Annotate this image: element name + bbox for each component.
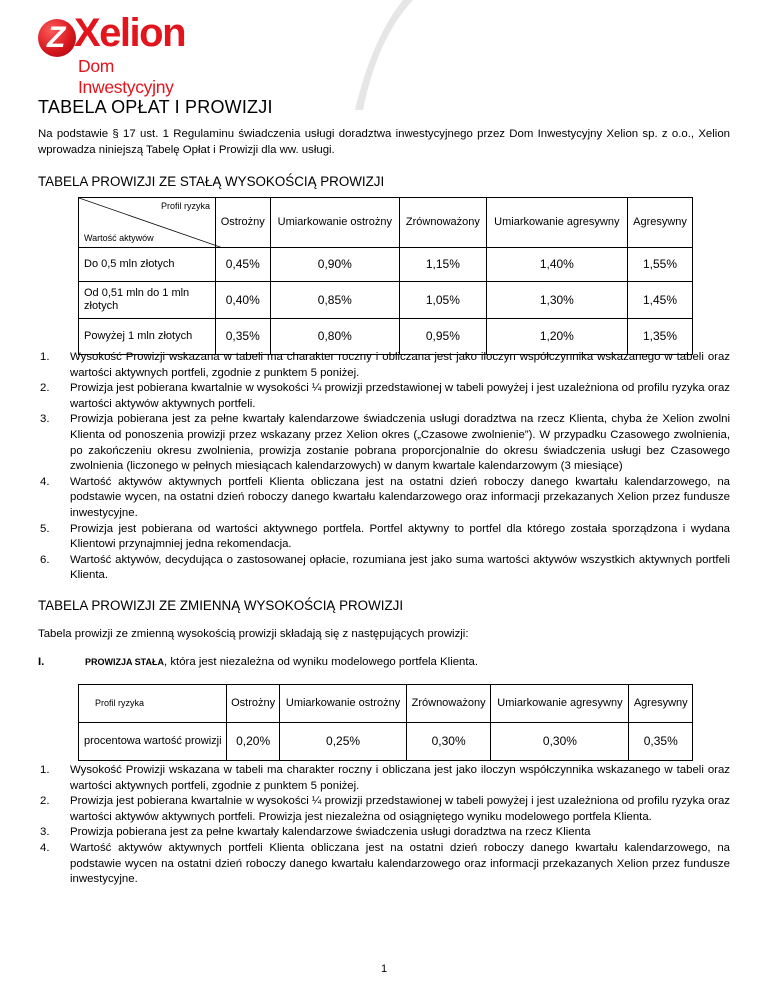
rate-cell: 1,40% (486, 248, 627, 282)
list-item: 3. Prowizja pobierana jest za pełne kwartały kalendarzowe świadczenia usługi doradztwa na rzecz Klienta, chyba że Xelion zwolni Klienta od ponoszenia prowizji przez wskazany przez Xelion okres („Czasowe zwolnienie”). W przypadku Czasowego zwolnienia, po zakończeniu okresu zwolnienia, prowizja zostanie pobrana proporcjonalnie do okresu świadczenia usługi bez Czasowego zwolnienia (liczonego w pełnych miesiącach kalendarzowych) w danym kwartale kalendarzowym (3 miesiące) (40, 413, 730, 473)
logo-subtitle: Dom Inwestycyjny (78, 56, 174, 97)
list-item: 4. Wartość aktywów aktywnych portfeli Klienta obliczana jest na ostatni dzień roboczy danego kwartału kalendarzowego, na podstawie wycen, na ostatni dzień roboczy danego kwartału kalendarzowego oraz informacji przekazanych Xelion przez fundusze inwestycyjne. (40, 475, 730, 519)
rate-cell: 1,05% (400, 282, 487, 319)
rate-cell: 0,25% (280, 723, 407, 761)
rate-cell: 0,45% (216, 248, 271, 282)
table-row (79, 248, 693, 282)
rate-cell: 1,30% (486, 282, 627, 319)
section-variable-heading: TABELA PROWIZJI ZE ZMIENNĄ WYSOKOŚCIĄ PROWIZJI (38, 598, 404, 613)
rate-cell: 0,95% (400, 319, 487, 355)
row-label: Do 0,5 mln złotych (79, 248, 216, 282)
header-cell: Agresywny (629, 685, 693, 723)
logo-mark-icon: Z (38, 19, 76, 57)
header-cell: Umiarkowanie agresywny (491, 685, 629, 723)
fixed-fee-notes (38, 350, 730, 584)
table-corner-cell (79, 198, 216, 248)
variable-intro: Tabela prowizji ze zmienną wysokością prowizji składają się z następujących prowizji: (38, 628, 469, 640)
header-swoosh-decoration (355, 0, 415, 110)
rate-cell: 0,30% (406, 723, 491, 761)
fixed-commission-item (38, 656, 478, 668)
header-cell: Zrównoważony (400, 198, 487, 248)
table-row (79, 723, 693, 761)
rate-cell: 1,55% (628, 248, 693, 282)
xelion-logo (38, 11, 198, 97)
list-item: 4. Wartość aktywów aktywnych portfeli Klienta obliczana jest na ostatni dzień roboczy danego kwartału kalendarzowego, na podstawie wycen na ostatni dzień roboczy danego kwartału kalendarzowego oraz informacji przekazanych Xelion przez fundusze inwestycyjne. (40, 841, 730, 886)
logo-name: Xelion (74, 11, 186, 55)
list-item: 5. Prowizja jest pobierana od wartości aktywnego portfela. Portfel aktywny to portfel dla którego została sporządzona i wydana Klientowi przynajmniej jedna rekomendacja. (40, 522, 730, 551)
row-label: Od 0,51 mln do 1 mln złotych (79, 282, 216, 319)
rate-cell: 1,45% (628, 282, 693, 319)
variable-fee-table (78, 684, 693, 761)
header-cell: Umiarkowanie ostrożny (280, 685, 407, 723)
rate-cell: 0,35% (216, 319, 271, 355)
list-item: 2. Prowizja jest pobierana kwartalnie w wysokości ¼ prowizji przedstawionej w tabeli powyżej i jest uzależniona od profilu ryzyka oraz wartości aktywów aktywnych portfeli. Prowizja jest niezależna od osiągniętego wyniku modelowego portfela Klienta. (40, 795, 730, 823)
rate-cell: 0,90% (270, 248, 400, 282)
item-description: , która jest niezależna od wyniku modelowego portfela Klienta. (164, 656, 479, 668)
table-row (79, 282, 693, 319)
item-name: PROWIZJA STAŁA (85, 657, 164, 667)
section-fixed-heading: TABELA PROWIZJI ZE STAŁĄ WYSOKOŚCIĄ PROWIZJI (38, 174, 385, 189)
header-cell: Zrównoważony (406, 685, 491, 723)
rate-cell: 0,40% (216, 282, 271, 319)
rate-cell: 0,30% (491, 723, 629, 761)
header-cell: Umiarkowanie agresywny (486, 198, 627, 248)
variable-fee-notes (38, 763, 730, 888)
header-cell: Ostrożny (216, 198, 271, 248)
intro-paragraph: Na podstawie § 17 ust. 1 Regulaminu świadczenia usługi doradztwa inwestycyjnego przez Dom Inwestycyjny Xelion sp. z o.o., Xelion wprowadza niniejszą Tabelę Opłat i Prowizji dla ww. usługi. (38, 128, 730, 156)
header-cell: Agresywny (628, 198, 693, 248)
header-cell: Umiarkowanie ostrożny (270, 198, 400, 248)
fixed-fee-table (78, 197, 693, 355)
corner-label-risk-profile: Profil ryzyka (160, 201, 210, 211)
list-item: 3. Prowizja pobierana jest za pełne kwartały kalendarzowe świadczenia usługi doradztwa na rzecz Klienta (40, 826, 591, 839)
header-cell: Ostrożny (227, 685, 280, 723)
corner-label-risk-profile: Profil ryzyka (79, 685, 227, 723)
rate-cell: 1,20% (486, 319, 627, 355)
roman-numeral: I. (38, 656, 45, 668)
rate-cell: 0,80% (270, 319, 400, 355)
list-item: 2. Prowizja jest pobierana kwartalnie w wysokości ¼ prowizji przedstawionej w tabeli powyżej i jest uzależniona od profilu ryzyka oraz wartości aktywów aktywnych portfeli. (40, 382, 730, 410)
row-label: Powyżej 1 mln złotych (79, 319, 216, 355)
list-item: 6. Wartość aktywów, decydująca o zastosowanej opłacie, rozumiana jest jako suma wartości aktywów wszystkich aktywnych portfeli Klienta. (40, 553, 730, 582)
rate-cell: 0,85% (270, 282, 400, 319)
rate-cell: 1,35% (628, 319, 693, 355)
document-title: TABELA OPŁAT I PROWIZJI (38, 97, 273, 117)
list-item: 1. Wysokość Prowizji wskazana w tabeli ma charakter roczny i obliczana jest jako iloczyn współczynnika wskazanego w tabeli oraz wartości aktywnych portfeli, zgodnie z punktem 5 poniżej. (40, 351, 730, 379)
page-number: 1 (380, 963, 388, 975)
rate-cell: 1,15% (400, 248, 487, 282)
rate-cell: 0,20% (227, 723, 280, 761)
corner-label-asset-value: Wartość aktywów (84, 233, 154, 243)
row-label: procentowa wartość prowizji (79, 723, 227, 761)
rate-cell: 0,35% (629, 723, 693, 761)
list-item: 1. Wysokość Prowizji wskazana w tabeli ma charakter roczny i obliczana jest jako iloczyn współczynnika wskazanego w tabeli oraz wartości aktywnych portfeli, zgodnie z punktem 5 poniżej. (40, 764, 730, 792)
